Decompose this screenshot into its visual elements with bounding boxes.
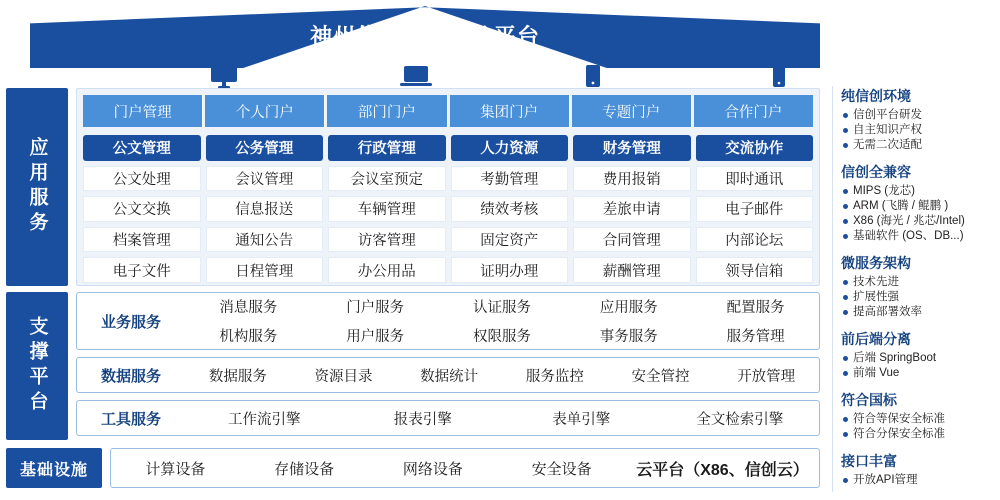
platform-banner	[30, 6, 820, 68]
module-grid	[83, 135, 813, 283]
module-item[interactable]: 通知公告	[206, 227, 324, 253]
module-column	[83, 135, 201, 283]
application-services-panel	[76, 88, 820, 286]
feature-item: 信创平台研发	[841, 108, 994, 123]
feature-title: 前后端分离	[841, 331, 911, 347]
portal-cell[interactable]: 专题门户	[572, 95, 692, 127]
support-cell[interactable]: 权限服务	[472, 329, 531, 345]
support-cell[interactable]: 报表引擎	[393, 411, 452, 428]
support-cell[interactable]: 全文检索引擎	[696, 411, 784, 428]
feature-item: 符合等保安全标准	[841, 412, 994, 427]
support-cell[interactable]: 数据统计	[420, 368, 479, 385]
laptop-icon	[400, 64, 432, 88]
support-cell[interactable]: 资源目录	[314, 368, 373, 385]
feature-item: 自主知识产权	[841, 123, 994, 138]
portal-row	[83, 95, 813, 127]
layer-label-support	[6, 292, 68, 440]
support-cell[interactable]: 服务监控	[525, 368, 584, 385]
module-column	[696, 135, 814, 283]
module-header[interactable]: 公文管理	[83, 135, 201, 161]
module-column	[573, 135, 691, 283]
module-item[interactable]: 电子邮件	[696, 196, 814, 222]
feature-list	[841, 275, 994, 320]
infrastructure-row	[110, 448, 820, 488]
support-row	[185, 292, 819, 321]
module-item[interactable]: 办公用品	[328, 257, 446, 283]
portal-cell[interactable]: 合作门户	[694, 95, 813, 127]
module-item[interactable]: 合同管理	[573, 227, 691, 253]
feature-title: 微服务架构	[841, 255, 911, 271]
support-section-title: 数据服务	[100, 367, 161, 385]
feature-block	[841, 390, 994, 442]
infrastructure-cell[interactable]: 计算设备	[145, 460, 206, 478]
module-item[interactable]: 固定资产	[451, 227, 569, 253]
feature-item: 无需二次适配	[841, 138, 994, 153]
module-item[interactable]: 会议室预定	[328, 166, 446, 192]
support-cell[interactable]: 事务服务	[599, 329, 658, 345]
support-section-body	[185, 401, 819, 435]
layer-label-support-text: 支撑平台	[26, 316, 48, 416]
support-platform-panel	[76, 292, 820, 440]
layer-label-infrastructure: 基础设施	[6, 448, 102, 488]
support-section-body	[185, 293, 819, 349]
module-item[interactable]: 公文处理	[83, 166, 201, 192]
support-section-title: 工具服务	[100, 410, 161, 428]
desktop-monitor-icon	[210, 64, 238, 90]
support-row	[185, 321, 819, 350]
support-cell[interactable]: 认证服务	[472, 300, 531, 316]
portal-cell[interactable]: 集团门户	[450, 95, 570, 127]
feature-item: 基础软件 (OS、DB...)	[841, 229, 994, 244]
feature-list	[841, 184, 994, 244]
platform-title: 神州信息协同办公平台	[309, 24, 540, 49]
support-section-body	[185, 358, 819, 392]
feature-list	[841, 351, 994, 381]
support-row	[185, 361, 819, 390]
feature-list	[841, 473, 994, 488]
support-cell[interactable]: 数据服务	[208, 368, 267, 385]
module-column	[451, 135, 569, 283]
phone-icon	[772, 64, 786, 88]
module-header[interactable]: 财务管理	[573, 135, 691, 161]
module-item[interactable]: 车辆管理	[328, 196, 446, 222]
module-item[interactable]: 领导信箱	[696, 257, 814, 283]
module-item[interactable]: 费用报销	[573, 166, 691, 192]
support-cell[interactable]: 应用服务	[599, 300, 658, 316]
module-item[interactable]: 电子文件	[83, 257, 201, 283]
module-item[interactable]: 会议管理	[206, 166, 324, 192]
feature-title: 接口丰富	[841, 453, 897, 469]
infrastructure-cloud-platform[interactable]: 云平台（X86、信创云）	[636, 461, 809, 479]
module-column	[206, 135, 324, 283]
support-cell[interactable]: 安全管控	[631, 368, 690, 385]
module-item[interactable]: 日程管理	[206, 257, 324, 283]
feature-block	[841, 329, 994, 381]
feature-item: 提高部署效率	[841, 305, 994, 320]
layer-label-application	[6, 88, 68, 286]
module-item[interactable]: 公文交换	[83, 196, 201, 222]
module-item[interactable]: 差旅申请	[573, 196, 691, 222]
support-cell[interactable]: 消息服务	[219, 300, 278, 316]
module-header[interactable]: 公务管理	[206, 135, 324, 161]
module-item[interactable]: 信息报送	[206, 196, 324, 222]
module-item[interactable]: 档案管理	[83, 227, 201, 253]
module-item[interactable]: 考勤管理	[451, 166, 569, 192]
feature-block	[841, 253, 994, 320]
module-item[interactable]: 内部论坛	[696, 227, 814, 253]
support-cell[interactable]: 用户服务	[346, 329, 405, 345]
support-data-services	[76, 357, 820, 393]
infrastructure-cell[interactable]: 安全设备	[531, 460, 592, 478]
support-cell[interactable]: 工作流引擎	[228, 411, 301, 428]
infrastructure-cell[interactable]: 网络设备	[402, 460, 463, 478]
support-cell[interactable]: 配置服务	[726, 300, 785, 316]
support-row	[185, 404, 819, 433]
feature-list	[841, 108, 994, 153]
support-cell[interactable]: 开放管理	[737, 368, 796, 385]
feature-list	[841, 412, 994, 442]
module-item[interactable]: 绩效考核	[451, 196, 569, 222]
feature-item: MIPS (龙芯)	[841, 184, 994, 199]
support-tool-services	[76, 400, 820, 436]
layer-label-application-text: 应用服务	[26, 137, 48, 237]
feature-block	[841, 162, 994, 244]
feature-item: 前端 Vue	[841, 366, 994, 381]
device-icons-row	[80, 64, 820, 90]
portal-cell[interactable]: 部门门户	[327, 95, 447, 127]
feature-sidebar	[832, 86, 994, 492]
infrastructure-cell[interactable]: 存储设备	[274, 460, 335, 478]
module-item[interactable]: 薪酬管理	[573, 257, 691, 283]
feature-item: X86 (海光 / 兆芯/Intel)	[841, 214, 994, 229]
portal-cell[interactable]: 门户管理	[83, 95, 203, 127]
feature-item: 开放API管理	[841, 473, 994, 488]
module-column	[328, 135, 446, 283]
feature-item: 扩展性强	[841, 290, 994, 305]
feature-item: 符合分保安全标准	[841, 427, 994, 442]
tablet-icon	[585, 64, 601, 88]
support-business-services	[76, 292, 820, 350]
feature-item: 技术先进	[841, 275, 994, 290]
module-header[interactable]: 人力资源	[451, 135, 569, 161]
module-header[interactable]: 行政管理	[328, 135, 446, 161]
support-cell[interactable]: 表单引擎	[552, 411, 611, 428]
feature-item: ARM (飞腾 / 鲲鹏 )	[841, 199, 994, 214]
support-cell[interactable]: 服务管理	[726, 329, 785, 345]
feature-block	[841, 451, 994, 488]
module-item[interactable]: 证明办理	[451, 257, 569, 283]
feature-title: 信创全兼容	[841, 164, 911, 180]
feature-title: 符合国标	[841, 392, 897, 408]
support-cell[interactable]: 门户服务	[346, 300, 405, 316]
portal-cell[interactable]: 个人门户	[205, 95, 325, 127]
module-item[interactable]: 即时通讯	[696, 166, 814, 192]
feature-block	[841, 86, 994, 153]
support-section-title: 业务服务	[100, 313, 161, 331]
feature-title: 纯信创环境	[841, 88, 911, 104]
module-item[interactable]: 访客管理	[328, 227, 446, 253]
feature-item: 后端 SpringBoot	[841, 351, 994, 366]
module-header[interactable]: 交流协作	[696, 135, 814, 161]
support-cell[interactable]: 机构服务	[219, 329, 278, 345]
